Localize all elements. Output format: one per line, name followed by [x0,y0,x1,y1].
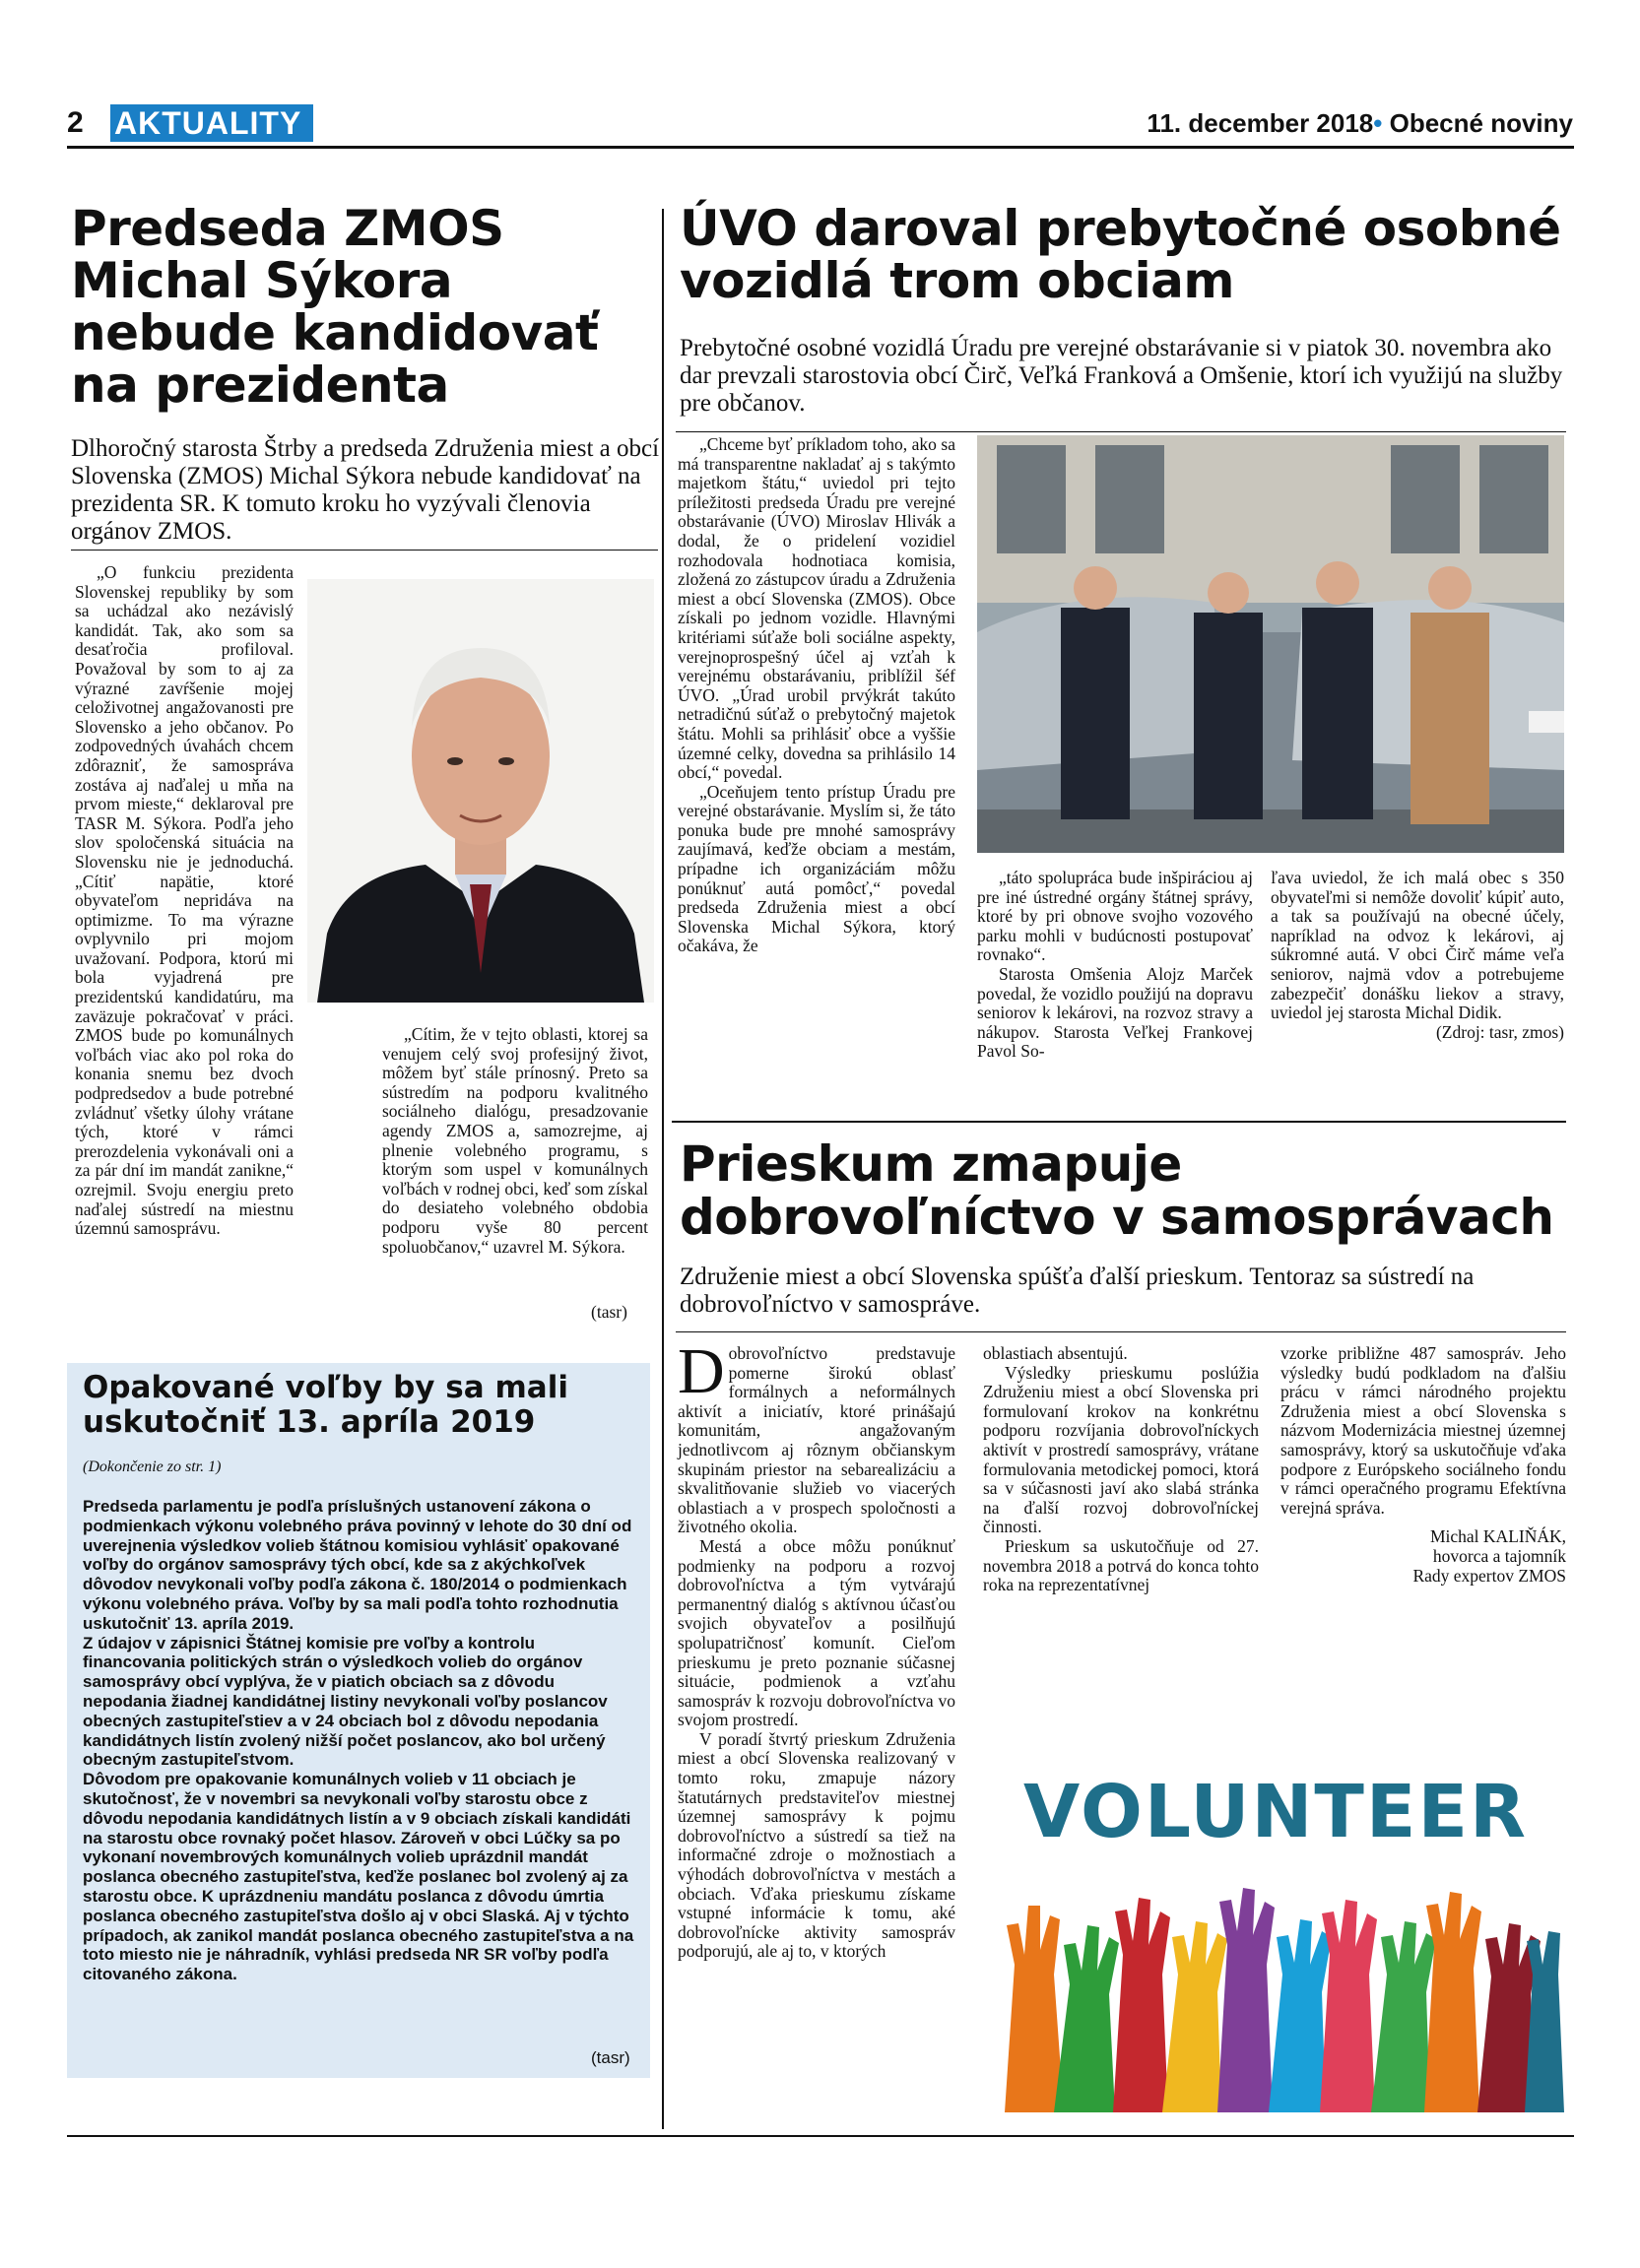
paragraph: ľava uviedol, že ich malá obec s 350 obyvateľmi si nemôže dovoliť kúpiť auto, a tak sa používajú na obecné účely, napríklad na odvoz k lekárovi, aj súkromné autá. V obci Čirč máme veľa seniorov, najmä vdov a potrebujeme zabezpečiť donášku liekov a stravy, uviedol jej starosta Michal Didik. [1271,868,1564,1023]
article-uvo-col2 [977,869,1253,1062]
paragraph: „O funkciu prezidenta Slovenskej republiky by som sa uchádzal ako nezávislý kandidát. Tak, ako som sa desaťročia profiloval. Považoval by som to aj za výrazné zavŕšenie mojej celoživotnej angažovanosti pre Slovensko a jeho občanov. Po zodpovedných úvahách chcem zdôrazniť, že samospráva zostáva aj naďalej u mňa na prvom mieste,“ deklaroval pre TASR M. Sýkora. Podľa jeho slov spoločenská situácia na Slovensku nie je jednoduchá. „Cítiť napätie, ktoré obyvateľom nepridáva na optimizme. To ma výrazne ovplyvnilo pri mojom uvažovaní. Podpora, ktorú mi bola vyjadrená pre prezidentskú kandidatúru, ma zaväzuje pokračovať v práci. ZMOS bude po komunálnych voľbách viac ako pol roka do konania snemu bez dvoch podpredsedov a bude potrebné zvládnuť všetky úlohy vrátane tých, ktoré v rámci prerozdelenia vykonávali oni a za pár dní im mandát zanikne,“ ozrejmil. Svoju energiu preto naďalej sústredí na miestnu územnú samosprávu. [75,562,294,1239]
lead-survey: Združenie miest a obcí Slovenska spúšťa ďalší prieskum. Tentoraz sa sústredí na dobrovoľníctvo v samospráve. [680,1264,1475,1318]
source-credit: (tasr) [591,1302,627,1322]
drop-cap: D [678,1335,725,1407]
paragraph: „Chceme byť príkladom toho, ako sa má transparentne nakladať aj s takýmto majetkom štátu,“ uviedol pri tejto príležitosti predseda Úradu pre verejné obstarávanie (ÚVO) Miroslav Hlivák a dodal, že o pridelení vozidiel rozhodovala hodnotiaca komisia, zložená zo zástupcov úradu a Združenia miest a obcí Slovenska (ZMOS). Obce získali po jednom vozidle. Hlavnými kritériami súťaže boli sociálne aspekty, verejnoprospešný účel aj vzťah k verejnému obstarávaniu, priblížil šéf ÚVO. „Úrad urobil prvýkrát takúto netradičnú súťaž o prebytočný majetok štátu. Mohli sa prihlásiť obce a vyššie územné celky, dovedna sa prihlásilo 14 obcí,“ povedal. [678,434,955,783]
article-survey-col3 [1280,1344,1566,1586]
volunteer-image [985,1679,1566,2112]
continuation-note: (Dokončenie zo str. 1) [83,1458,222,1475]
paragraph: Mestá a obce môžu ponúknuť podmienky na podporu a rozvoj dobrovoľníctva a tým vytvárajú permanentný dialóg s aktívnou účasťou svojich obyvateľov a posilňujú spolupatričnosť komunít. Cieľom prieskumu je preto poznanie súčasnej situácie, podmienok a vzťahu samospráv k rozvoju dobrovoľníctva vo svojom prostredí. [678,1535,955,1730]
bullet-separator: • [1373,108,1383,138]
box-title: Opakované voľby by sa mali uskutočniť 13. apríla 2019 [83,1370,568,1440]
paragraph: Výsledky prieskumu poslúžia Združeniu miest a obcí Slovenska pri formulovaní krokov na konkrétnu podporu rozvíjania dobrovoľníckych aktivít v prostredí samosprávy, vrátane formulovania metodickej pomoci, ktorá sa v súčasnosti javí ako slabá stránka na ďalší rozvoj dobrovoľníckej činnosti. [983,1362,1259,1537]
masthead-info [1147,108,1573,139]
paragraph: „táto spolupráca bude inšpiráciou aj pre iné ústredné orgány štátnej správy, ktoré by pri obnove svojho vozového parku mohli v budúcnosti postupovať rovnako“. [977,868,1253,965]
paragraph: oblastiach absentujú. [983,1343,1128,1363]
portrait-photo [307,579,654,1003]
paragraph: Z údajov v zápisnici Štátnej komisie pre voľby a kontrolu financovania politických strán o výsledkoch volieb do orgánov samosprávy obcí vyplýva, že v piatich obciach sa z dôvodu nepodania žiadnej kandidátnej listiny nevykonali voľby poslancov obecných zastupiteľstiev a v 24 obciach bol z dôvodu nepodania kandidátnych listín zvolený nižší počet poslancov, ako bol určený obecným zastupiteľstvom. [83,1633,608,1770]
paragraph: Dôvodom pre opakovanie komunálnych volieb v 11 obciach je skutočnosť, že v novembri sa nevykonali voľby starostu obce z dôvodu nepodania kandidátnych listín a v 9 obciach získali kandidáti na starostu obce rovnaký počet hlasov. Zároveň v obci Lúčky sa po vykonaní novembrových komunálnych volieb uprázdnil mandát poslanca obecného zastupiteľstva, keďže poslanec bol zvolený aj za starostu obce. K uprázdneniu mandátu poslanca z dôvodu úmrtia poslanca obecného zastupiteľstva došlo aj v obci Slaská. Aj v týchto prípadoch, ak zanikol mandát poslanca obecného zastupiteľstva a na toto miesto nie je náhradník, vyhlási predseda NR SR voľby podľa citovaného zákona. [83,1770,634,1984]
paragraph: Starosta Omšenia Alojz Marček povedal, že vozidlo použijú na dopravu seniorov k lekárovi, na rozvoz stravy a nákupov. Starosta Veľkej Frankovej Pavol So- [977,963,1253,1062]
article-sykora-col1 [75,563,294,1239]
author-role: hovorca a tajomník [1432,1545,1566,1566]
lead-sykora: Dlhoročný starosta Štrby a predseda Združenia miest a obcí Slovenska (ZMOS) Michal Sýkora nebude kandidovať na prezidenta SR. K tomuto kroku ho vyzývali členovia orgánov ZMOS. [71,435,660,545]
paragraph: vzorke približne 487 samospráv. Jeho výsledky budú podkladom na ďalšiu prácu v rámci národného projektu Združenia miest a obcí Slovenska s názvom Modernizácia miestnej územnej samosprávy, ktorý sa uskutočňuje vďaka podpore z Európskeho sociálneho fondu v rámci operačného programu Efektívna verejná správa. [1280,1343,1566,1518]
source-credit: (Zdroj: tasr, zmos) [1435,1021,1564,1042]
article-survey-col2 [983,1344,1259,1595]
headline-sykora: Predseda ZMOS Michal Sýkora nebude kandidovať na prezidenta [71,200,599,414]
lead-divider [676,1331,1566,1332]
lead-uvo: Prebytočné osobné vozidlá Úradu pre verejné obstarávanie si v piatok 30. novembra ako dar prevzali starostovia obcí Čirč, Veľká Franková a Omšenie, ktorí ich využijú na služby pre občanov. [680,335,1563,417]
footer-rule [67,2135,1574,2137]
page-number: 2 [67,106,84,139]
paragraph: „Cítim, že v tejto oblasti, ktorej sa venujem celý svoj profesijný život, môžem byť stále prínosný. Preto sa sústredím na podporu kvalitného sociálneho dialógu, presadzovanie agendy ZMOS a, samozrejme, aj plnenie volebného programu, s ktorým som uspel v komunálnych voľbách v rodnej obci, keď som získal do desiateho volebného obdobia podporu vyše 80 percent spoluobčanov,“ uzavrel M. Sýkora. [382,1024,648,1257]
headline-uvo: ÚVO daroval prebytočné osobné vozidlá trom obciam [680,200,1561,309]
section-tag: AKTUALITY [110,104,313,142]
header-rule [67,146,1574,149]
paragraph: Prieskum sa uskutočňuje od 27. novembra 2018 a potrvá do konca tohto roka na reprezentatívnej [983,1535,1259,1595]
author-signature [1280,1527,1566,1586]
author-name: Michal KALIŇÁK, [1429,1526,1566,1547]
source-credit: (tasr) [591,2048,630,2067]
volunteer-word: VOLUNTEER [1023,1770,1528,1854]
paragraph: Predseda parlamentu je podľa príslušných ustanovení zákona o podmienkach výkonu volebného práva povinný v lehote do 30 dní od uverejnenia výsledkov volieb štátnou komisiou vyhlásiť opakované voľby do orgánov samosprávy tých obcí, kde sa z akýchkoľvek dôvodov nevykonali voľby podľa zákona č. 180/2014 o podmienkach výkonu volebného práva. Voľby by sa mali podľa tohto rozhodnutia uskutočniť 13. apríla 2019. [83,1497,632,1633]
publication-name: Obecné noviny [1389,108,1573,138]
paragraph-text: obrovoľníctvo predstavuje pomerne širokú oblasť formálnych a neformálnych aktivít a iniciatív, ktoré prinášajú komunitám, angažovaným jednotlivcom aj rôznym občianskym skupinám priestor na sebarealizáciu a skvalitňovanie služieb vo viacerých oblastiach a v prospech spoločnosti a životného okolia. [678,1343,955,1537]
paragraph: V poradí štvrtý prieskum Združenia miest a obcí Slovenska realizovaný v tomto roku, zmapuje názory štatutárnych predstaviteľov miestnej územnej samosprávy k pojmu dobrovoľníctvo a sústredí sa tiež na informačné zdroje o možnostiach a výhodách dobrovoľníctva v mestách a obciach. Vďaka prieskumu získame vstupné informácie k tomu, aké dobrovoľnícke aktivity samospráv podporujú, ale aj to, v ktorých [678,1728,955,1962]
box-body [83,1497,634,1984]
paragraph [678,1335,955,1537]
article-survey-col1 [678,1335,955,1962]
lead-divider [676,431,1566,432]
lead-divider [71,550,658,551]
paragraph: „Oceňujem tento prístup Úradu pre verejné obstarávanie. Myslím si, že táto ponuka bude pre mnohé samosprávy zaujímavá, keďže obciam a mestám, prípadne ich organizáciám môžu ponúknuť autá pomôcť,“ povedal predseda Združenia miest a obcí Slovenska Michal Sýkora, ktorý očakáva, že [678,781,955,956]
article-sykora-col2 [382,1025,648,1257]
headline-survey: Prieskum zmapuje dobrovoľníctvo v samosprávach [680,1135,1554,1246]
car-handover-photo [977,435,1564,853]
author-role: Rady expertov ZMOS [1412,1565,1566,1586]
column-divider [662,209,664,2129]
article-uvo-col1 [678,435,955,956]
issue-date: 11. december 2018 [1147,108,1374,138]
article-uvo-col3 [1271,869,1564,1042]
section-divider [672,1121,1566,1123]
